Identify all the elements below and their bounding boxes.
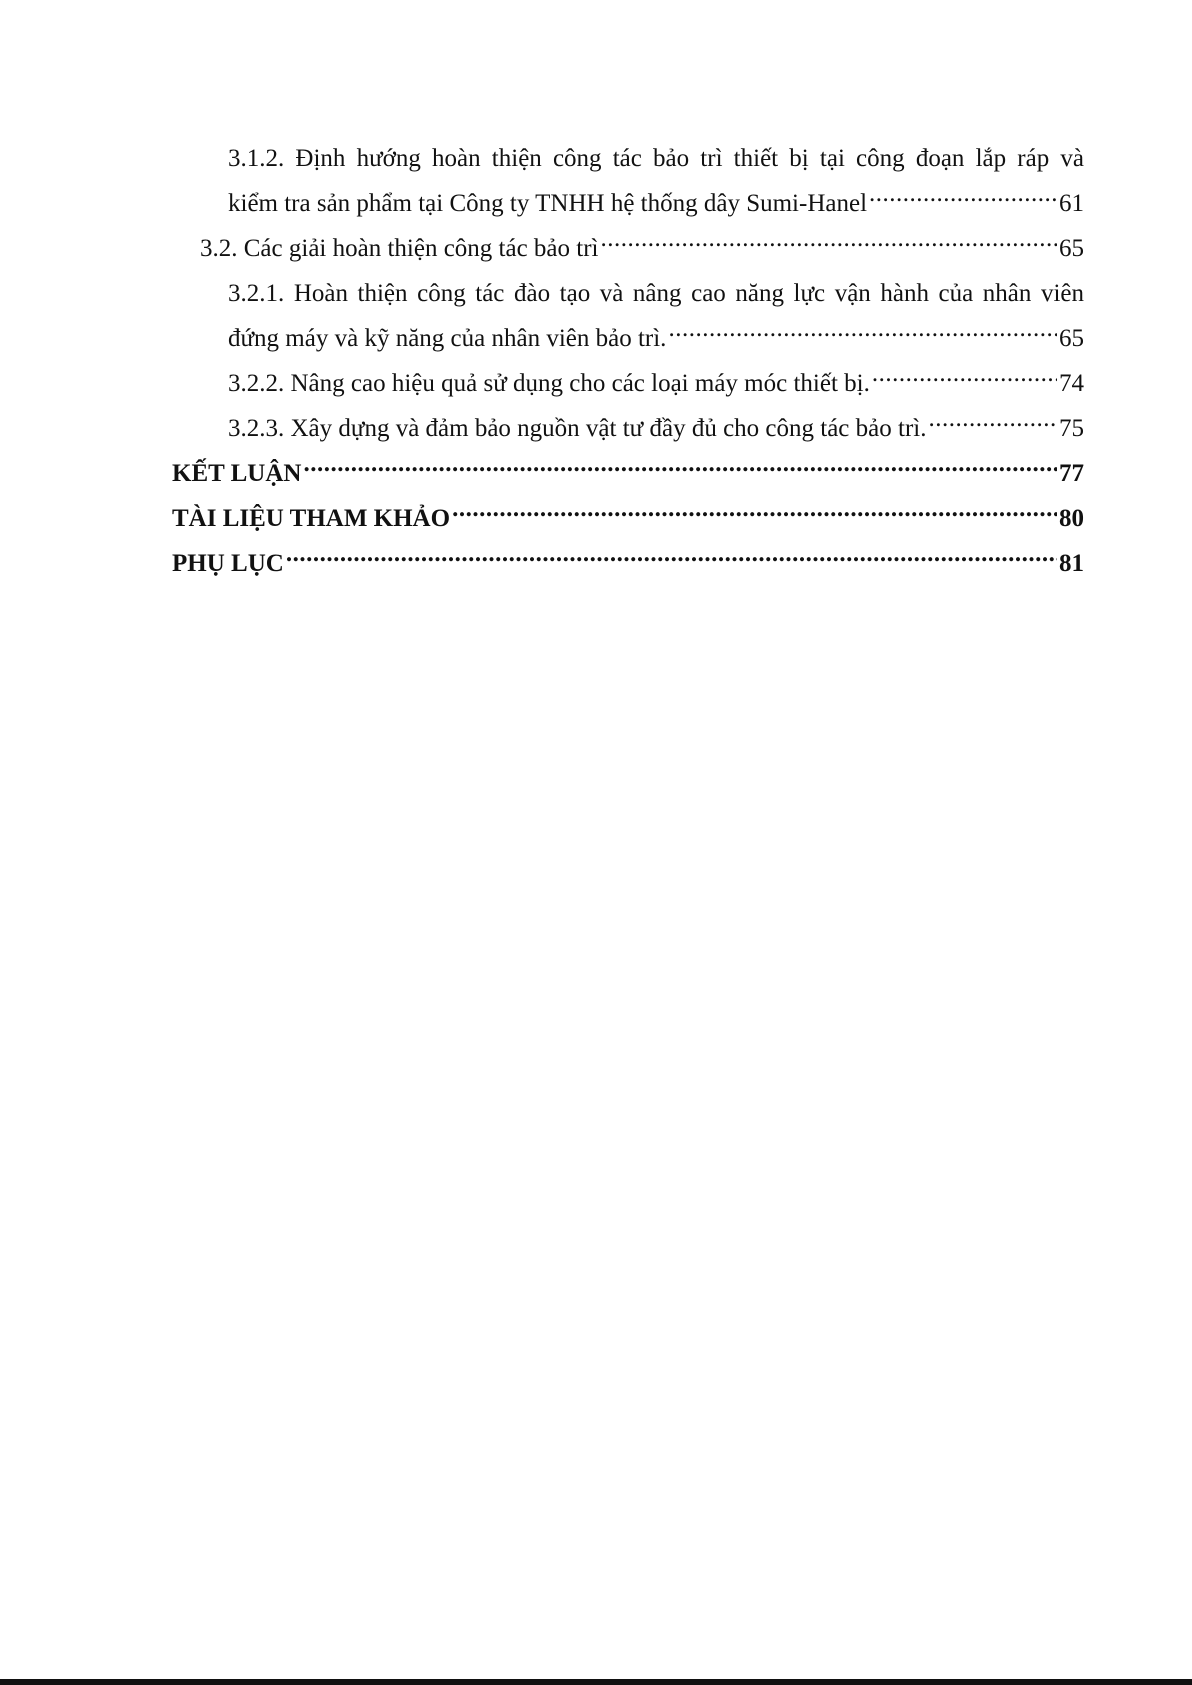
toc-page-number: 74 [1059,370,1084,397]
toc-entry-first-line: 3.1.2. Định hướng hoàn thiện công tác bảo trì thiết bị tại công đoạn lắp ráp và [228,145,1084,172]
toc-page-number: 75 [1059,415,1084,442]
page-bottom-border [0,1679,1192,1685]
dot-leader [601,231,1058,256]
toc-entry-title: 3.2.3. Xây dựng và đảm bảo nguồn vật tư đầy đủ cho công tác bảo trì. [228,415,927,442]
toc-entry-3-2-3[interactable] [172,406,1084,451]
dot-leader [303,456,1057,481]
toc-entry-title: đứng máy và kỹ năng của nhân viên bảo trì. [228,325,667,352]
toc-entry-title: TÀI LIỆU THAM KHẢO [172,505,451,532]
dot-leader [668,321,1057,346]
dot-leader [452,501,1057,526]
toc-page-number: 65 [1059,325,1084,352]
dot-leader [928,411,1057,436]
toc-entry-phu-luc[interactable] [172,541,1084,586]
toc-entry-ket-luan[interactable] [172,451,1084,496]
toc-page-number: 77 [1059,460,1084,487]
toc-entry-title: KẾT LUẬN [172,460,302,487]
toc-page-number: 81 [1059,550,1084,577]
toc-entry-first-line: 3.2.1. Hoàn thiện công tác đào tạo và nâng cao năng lực vận hành của nhân viên [228,280,1084,307]
table-of-contents [172,136,1084,586]
toc-entry-3-2[interactable] [172,226,1084,271]
toc-entry-title: 3.2.2. Nâng cao hiệu quả sử dụng cho các loại máy móc thiết bị. [228,370,870,397]
toc-page-number: 80 [1059,505,1084,532]
toc-entry-title: PHỤ LỤC [172,550,284,577]
dot-leader [869,186,1057,211]
dot-leader [286,546,1057,571]
toc-page-number: 61 [1059,190,1084,217]
dot-leader [872,366,1057,391]
toc-entry-3-2-2[interactable] [172,361,1084,406]
toc-entry-3-1-2[interactable] [172,136,1084,226]
toc-entry-tai-lieu-tham-khao[interactable] [172,496,1084,541]
toc-entry-title: 3.2. Các giải hoàn thiện công tác bảo trì [200,235,599,262]
toc-entry-title: kiểm tra sản phẩm tại Công ty TNHH hệ thống dây Sumi-Hanel [228,190,868,217]
toc-entry-3-2-1[interactable] [172,271,1084,361]
toc-page-number: 65 [1059,235,1084,262]
